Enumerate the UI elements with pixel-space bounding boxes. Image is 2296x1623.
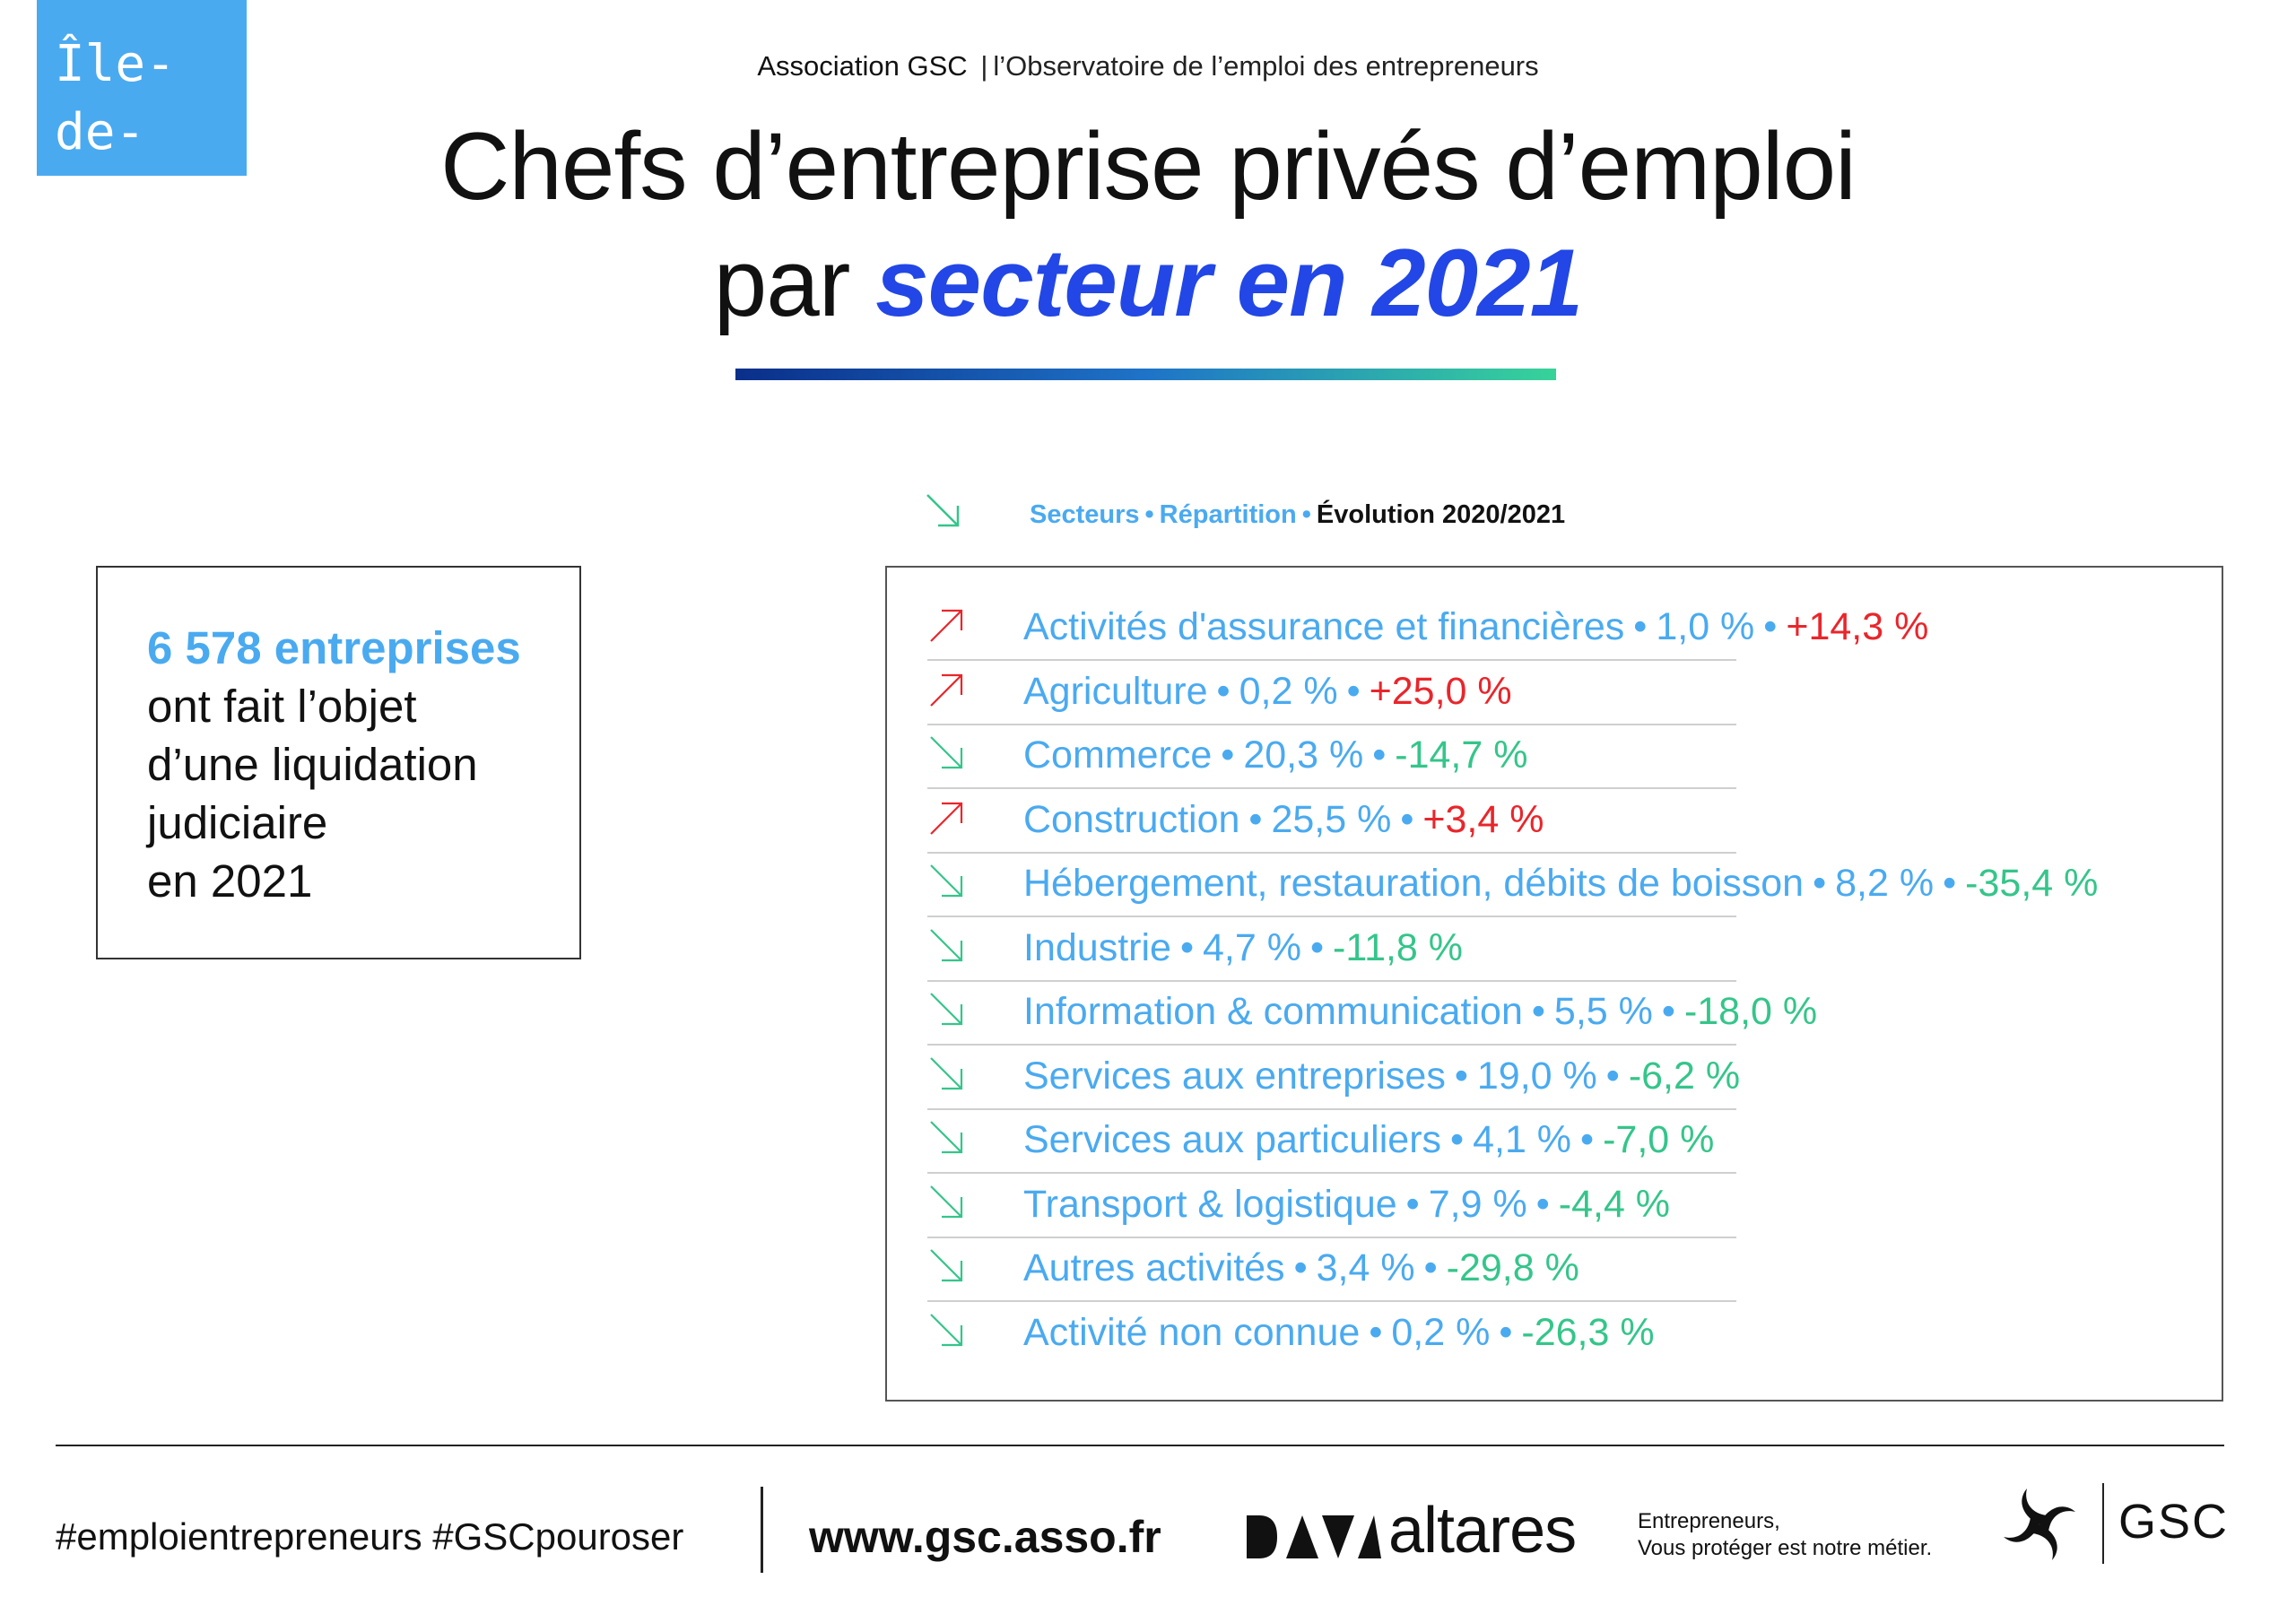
sector-row-text [1023, 668, 1512, 715]
trend-down-arrow-icon [927, 733, 967, 773]
sector-bullet: • [1369, 1310, 1383, 1354]
trend-down-arrow-icon [927, 1246, 967, 1286]
tagline-line1: Entrepreneurs, [1638, 1509, 1780, 1533]
sector-name: Services aux entreprises [1023, 1054, 1446, 1098]
sector-bullet: • [1405, 1182, 1420, 1226]
sector-share: 19,0 % [1476, 1054, 1597, 1098]
sector-bullet: • [1309, 925, 1325, 969]
sector-share: 0,2 % [1239, 669, 1338, 713]
sector-bullet: • [1943, 862, 1957, 905]
sector-row-text [1023, 1181, 1670, 1228]
sector-row [927, 1109, 2228, 1174]
gsc-wordmark: GSC [2118, 1495, 2230, 1549]
sector-bullet: • [1531, 990, 1545, 1033]
sector-bullet: • [1580, 1118, 1595, 1161]
observatory-name: l’Observatoire de l’emploi des entrepreneurs [993, 50, 1539, 82]
sector-bullet: • [1605, 1054, 1620, 1098]
sector-share: 1,0 % [1656, 605, 1755, 648]
sector-row-text [1023, 603, 1928, 650]
sector-row [927, 1046, 2228, 1110]
sector-row-text [1023, 732, 1527, 778]
sector-row-text [1023, 924, 1463, 971]
caption-bullet: • [1144, 500, 1154, 529]
sector-bullet: • [1813, 862, 1827, 905]
stat-text-line2: d’une liquidation [147, 739, 478, 790]
sector-row [927, 981, 2228, 1046]
sector-bullet: • [1661, 990, 1675, 1033]
sector-share: 3,4 % [1316, 1246, 1415, 1289]
sector-bullet: • [1346, 669, 1361, 713]
sector-row-text [1023, 796, 1544, 843]
sector-row-text [1023, 1116, 1714, 1163]
gsc-tagline [1638, 1508, 1932, 1562]
sector-bullet: • [1763, 605, 1778, 648]
caption-share: Répartition [1159, 500, 1297, 529]
arrow-down-right-icon [924, 491, 963, 531]
page-title-line2 [0, 224, 2296, 341]
sector-evolution-increase: +14,3 % [1786, 605, 1929, 648]
table-caption [924, 500, 1731, 536]
stat-text-line3: judiciaire [147, 797, 328, 848]
sector-row-text [1023, 860, 2098, 907]
sector-share: 4,1 % [1473, 1118, 1572, 1161]
sector-bullet: • [1499, 1310, 1513, 1354]
sector-row-text [1023, 988, 1817, 1035]
sector-row [927, 789, 2228, 854]
sector-bullet: • [1423, 1246, 1438, 1289]
sector-row [927, 917, 2228, 982]
sector-evolution-decrease: -26,3 % [1521, 1310, 1655, 1354]
sector-share: 20,3 % [1243, 733, 1364, 777]
sector-bullet: • [1450, 1118, 1465, 1161]
sector-share: 4,7 % [1203, 925, 1301, 969]
page-title-line1: Chefs d’entreprise privés d’emploi [440, 112, 1856, 220]
sector-name: Hébergement, restauration, débits de boisson [1023, 862, 1805, 905]
stat-text-line4: en 2021 [147, 855, 313, 907]
sector-evolution-increase: +25,0 % [1369, 669, 1512, 713]
footer-divider [56, 1445, 2224, 1446]
sector-bullet: • [1221, 733, 1235, 777]
sector-name: Industrie [1023, 925, 1171, 969]
trend-down-arrow-icon [927, 926, 967, 966]
sector-name: Information & communication [1023, 990, 1523, 1033]
sector-bullet: • [1248, 797, 1263, 841]
source-line [0, 50, 2296, 82]
caption-evolution: Évolution 2020/2021 [1316, 500, 1566, 529]
sector-row [927, 853, 2228, 917]
sector-row [927, 1302, 2228, 1367]
stat-text-line1: ont fait l’objet [147, 681, 417, 732]
trend-up-arrow-icon [927, 605, 967, 645]
sector-evolution-decrease: -29,8 % [1446, 1246, 1579, 1289]
sector-row [927, 725, 2228, 789]
trend-up-arrow-icon [927, 798, 967, 838]
sector-bullet: • [1633, 605, 1648, 648]
region-badge-line1: Île-de- [55, 35, 176, 161]
page-title-highlight: secteur en 2021 [875, 229, 1583, 336]
sector-name: Activité non connue [1023, 1310, 1361, 1354]
sector-evolution-decrease: -4,4 % [1558, 1182, 1671, 1226]
sector-share: 7,9 % [1428, 1182, 1527, 1226]
sector-row-text [1023, 1053, 1740, 1099]
sector-evolution-decrease: -18,0 % [1683, 990, 1818, 1033]
sector-row-text [1023, 1245, 1579, 1291]
sector-evolution-increase: +3,4 % [1422, 797, 1544, 841]
trend-down-arrow-icon [927, 1118, 967, 1158]
footer-vertical-divider [761, 1487, 763, 1573]
page-title [0, 108, 2296, 341]
page-title-prefix: par [713, 229, 876, 336]
gsc-spiral-logo-icon [1996, 1481, 2083, 1567]
sector-row-text [1023, 1309, 1655, 1356]
sector-share: 5,5 % [1553, 990, 1653, 1033]
trend-up-arrow-icon [927, 670, 967, 709]
sector-evolution-decrease: -7,0 % [1603, 1118, 1715, 1161]
sector-row [927, 596, 2228, 661]
trend-down-arrow-icon [927, 990, 967, 1029]
sector-row [927, 1174, 2228, 1238]
sector-name: Autres activités [1023, 1246, 1285, 1289]
sector-evolution-decrease: -35,4 % [1965, 862, 2099, 905]
sector-share: 25,5 % [1271, 797, 1392, 841]
trend-down-arrow-icon [927, 862, 967, 901]
caption-sectors: Secteurs [1030, 500, 1140, 529]
sector-evolution-decrease: -6,2 % [1628, 1054, 1741, 1098]
trend-down-arrow-icon [927, 1183, 967, 1222]
region-badge-line2: France [55, 171, 237, 230]
trend-down-arrow-icon [927, 1055, 967, 1094]
sector-share: 0,2 % [1391, 1310, 1491, 1354]
sector-name: Transport & logistique [1023, 1182, 1397, 1226]
tagline-line2: Vous protéger est notre métier. [1638, 1536, 1933, 1560]
sector-bullet: • [1372, 733, 1387, 777]
sector-name: Agriculture [1023, 669, 1208, 713]
liquidation-count: 6 578 entreprises [147, 622, 521, 673]
sector-name: Activités d'assurance et financières [1023, 605, 1625, 648]
trend-down-arrow-icon [927, 1311, 967, 1350]
sector-evolution-decrease: -14,7 % [1395, 733, 1528, 777]
title-gradient-underline [735, 369, 1556, 380]
altares-d-and-b-mark [1247, 1510, 1381, 1564]
website-link[interactable]: www.gsc.asso.fr [809, 1512, 1161, 1562]
organization-name: Association GSC [757, 50, 968, 82]
sector-row [927, 1237, 2228, 1302]
sector-bullet: • [1535, 1182, 1550, 1226]
sector-name: Services aux particuliers [1023, 1118, 1442, 1161]
sector-name: Commerce [1023, 733, 1213, 777]
caption-bullet: • [1301, 500, 1311, 529]
sector-evolution-decrease: -11,8 % [1333, 925, 1464, 969]
sector-row [927, 661, 2228, 725]
sector-bullet: • [1454, 1054, 1468, 1098]
gsc-logo-divider [2102, 1483, 2104, 1564]
sector-bullet: • [1179, 925, 1194, 969]
sector-bullet: • [1293, 1246, 1308, 1289]
source-separator: | [980, 50, 988, 82]
sector-share: 8,2 % [1835, 862, 1935, 905]
sector-bullet: • [1400, 797, 1414, 841]
altares-wordmark: altares [1388, 1495, 1577, 1567]
footer-hashtags[interactable]: #emploientrepreneurs #GSCpouroser [56, 1515, 684, 1558]
altares-logo [1247, 1495, 1587, 1571]
sector-list [927, 596, 2228, 1366]
sector-name: Construction [1023, 797, 1240, 841]
sector-bullet: • [1216, 669, 1231, 713]
liquidation-stat-box [96, 566, 581, 959]
